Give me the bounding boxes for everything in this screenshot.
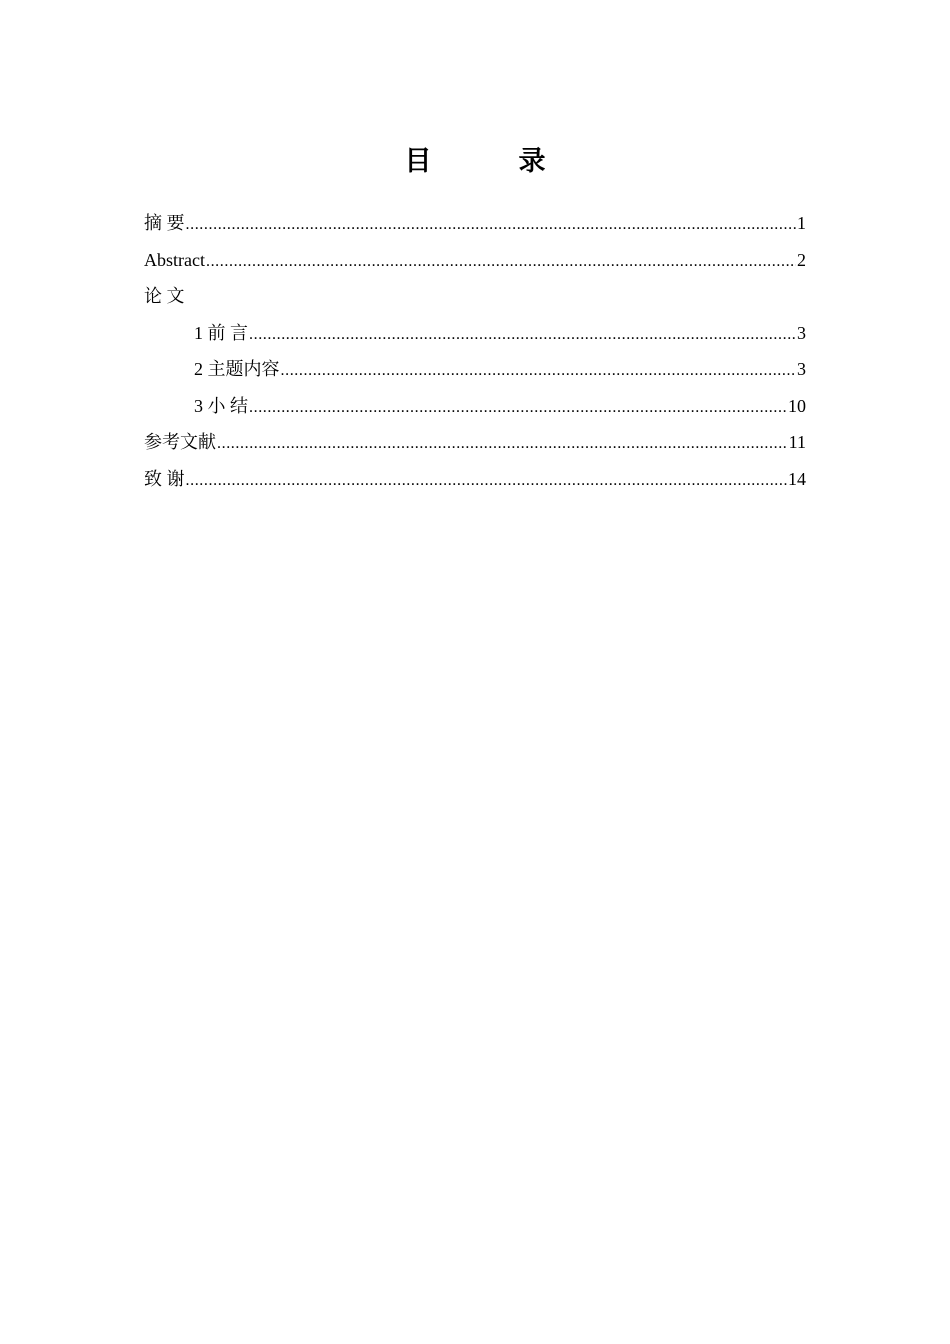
toc-entry-page: 10 [788, 395, 806, 416]
toc-dot-leader [249, 390, 787, 425]
toc-entry-label: 1 前 言 [194, 322, 248, 343]
toc-entry-label: 2 主题内容 [194, 359, 280, 379]
toc-entry-main-content[interactable] [144, 351, 806, 388]
toc-entry-label: 论 文 [144, 286, 185, 306]
toc-entry-acknowledgements[interactable] [144, 461, 806, 498]
toc-entry-label: 参考文献 [144, 432, 216, 452]
toc-title: 目 录 [404, 146, 576, 177]
toc-entry-page: 3 [797, 359, 806, 379]
toc-dot-leader [249, 317, 796, 352]
toc-entry-page: 2 [797, 249, 806, 270]
toc-entry-label: Abstract [144, 249, 205, 270]
toc-dot-leader [281, 353, 797, 388]
toc-dot-leader [186, 463, 788, 498]
toc-entry-thesis[interactable] [144, 278, 806, 315]
toc-entry-page: 14 [788, 468, 806, 489]
toc-entry-page: 11 [788, 432, 806, 452]
toc-entry-label: 致 谢 [144, 468, 185, 489]
toc-entry-label: 3 小 结 [194, 395, 248, 416]
toc-entry-abstract-cn[interactable] [144, 205, 806, 242]
toc-entry-introduction[interactable] [144, 315, 806, 352]
toc-entry-page: 1 [797, 213, 806, 233]
table-of-contents [144, 205, 806, 497]
toc-entry-page: 3 [797, 322, 806, 343]
toc-dot-leader [206, 244, 796, 279]
toc-entry-references[interactable] [144, 424, 806, 461]
toc-entry-summary[interactable] [144, 388, 806, 425]
toc-entry-label: 摘 要 [144, 213, 185, 233]
toc-dot-leader [186, 207, 797, 242]
toc-dot-leader [217, 426, 788, 461]
toc-entry-abstract-en[interactable] [144, 242, 806, 279]
